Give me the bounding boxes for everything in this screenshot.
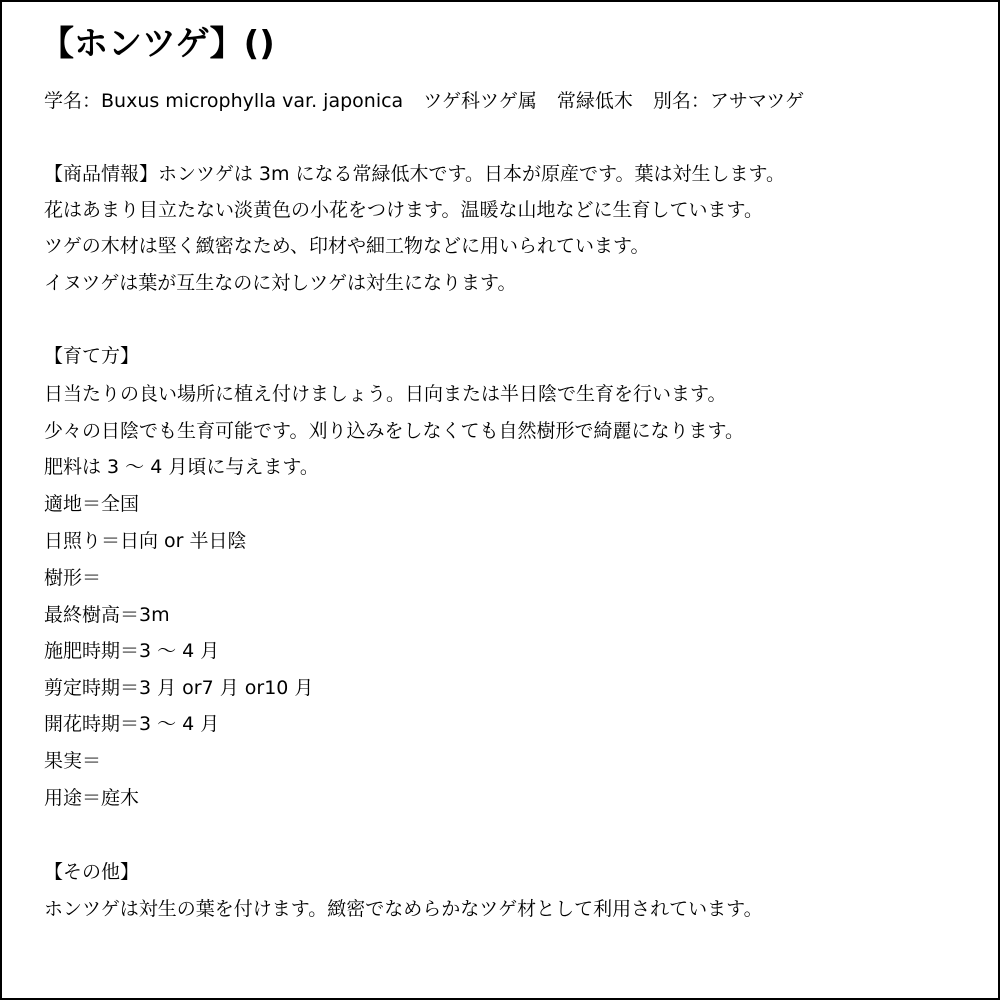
plant-summary [44, 88, 804, 114]
product-info-line-1 [44, 161, 785, 187]
care-line-3: 肥料は 3 ～ 4 月頃に与えます。 [44, 456, 319, 478]
page-title: 【ホンツゲ】() [40, 24, 275, 64]
sunlight: 日照り＝日向 or 半日陰 [44, 530, 247, 552]
care-line-1: 日当たりの良い場所に植え付けましょう。日向または半日陰で生育を行います。 [44, 383, 727, 405]
fertilizing-period: 施肥時期＝3 ～ 4 月 [44, 640, 220, 662]
flowering-period: 開花時期＝3 ～ 4 月 [44, 713, 220, 735]
care-heading: 【育て方】 [44, 345, 140, 367]
max-height: 最終樹高＝3m [44, 604, 170, 626]
product-info-text-1: ホンツゲは 3m になる常緑低木です。日本が原産です。葉は対生します。 [158, 163, 785, 185]
product-info-line-4: イヌツゲは葉が互生なのに対しツゲは対生になります。 [44, 272, 517, 294]
pruning-period: 剪定時期＝3 月 or7 月 or10 月 [44, 677, 314, 699]
suitable-area: 適地＝全国 [44, 493, 140, 515]
other-line-1: ホンツゲは対生の葉を付けます。緻密でなめらかなツゲ材として利用されています。 [44, 898, 763, 920]
product-info-heading: 【商品情報】 [44, 163, 159, 185]
family-genus: ツゲ科ツゲ属 [423, 90, 537, 112]
tree-shape: 樹形＝ [44, 567, 102, 589]
fruit: 果実＝ [44, 750, 102, 772]
usage: 用途＝庭木 [44, 787, 140, 809]
care-line-2: 少々の日陰でも生育可能です。刈り込みをしなくても自然樹形で綺麗になります。 [44, 420, 744, 442]
scientific-name: 学名：Buxus microphylla var. japonica [44, 90, 404, 112]
product-info-line-3: ツゲの木材は堅く緻密なため、印材や細工物などに用いられています。 [44, 235, 650, 257]
product-info-line-2: 花はあまり目立たない淡黄色の小花をつけます。温暖な山地などに生育しています。 [44, 199, 763, 221]
plant-type: 常緑低木 [556, 90, 633, 112]
other-heading: 【その他】 [44, 861, 140, 883]
alias-name: 別名：アサマツゲ [652, 90, 805, 112]
